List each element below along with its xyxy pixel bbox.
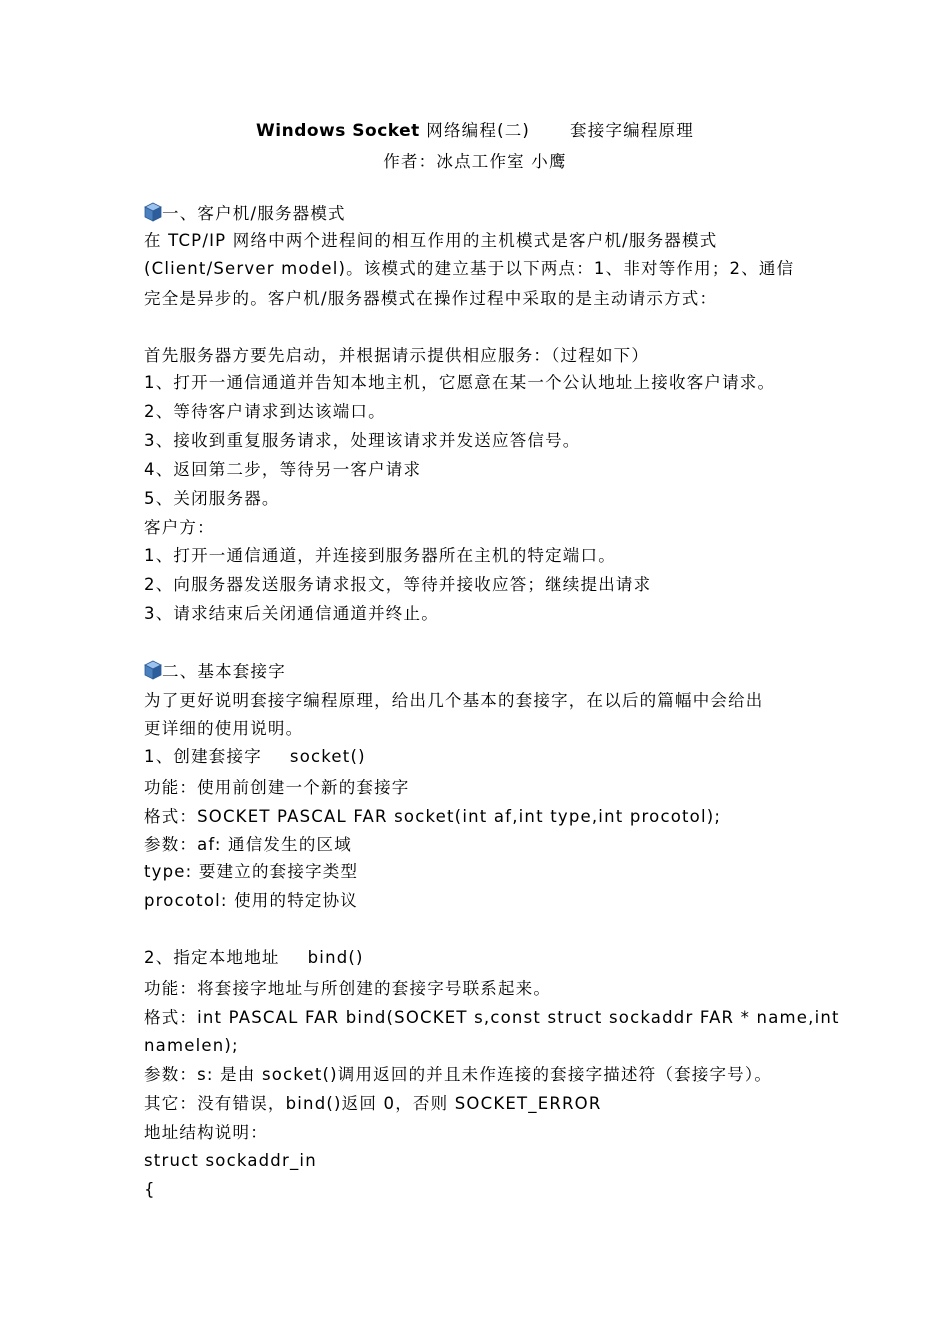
bind-function-desc: 功能：将套接字地址与所创建的套接字号联系起来。 — [144, 979, 552, 998]
section1-intro-line-3: 完全是异步的。客户机/服务器模式在操作过程中采取的是主动请示方式： — [144, 289, 718, 308]
server-step-5: 5、关闭服务器。 — [144, 489, 280, 508]
bind-heading-label: 2、指定本地地址 — [144, 948, 280, 967]
section1-intro-line-2: (Client/Server model)。该模式的建立基于以下两点：1、非对等作用；2、通信 — [144, 259, 795, 278]
title-chinese: 网络编程(二) — [426, 121, 531, 140]
section1-heading — [144, 202, 810, 225]
client-step-1: 1、打开一通信通道，并连接到服务器所在主机的特定端口。 — [144, 546, 616, 565]
section2-heading-text: 二、基本套接字 — [162, 662, 286, 681]
struct-open-brace: { — [144, 1180, 156, 1199]
bind-other: 其它：没有错误，bind()返回 0，否则 SOCKET_ERROR — [144, 1094, 602, 1113]
client-step-3: 3、请求结束后关闭通信通道并终止。 — [144, 604, 439, 623]
server-step-3: 3、接收到重复服务请求，处理该请求并发送应答信号。 — [144, 431, 581, 450]
section2-intro-line-1: 为了更好说明套接字编程原理，给出几个基本的套接字，在以后的篇幅中会给出 — [144, 691, 764, 710]
struct-label: 地址结构说明： — [144, 1123, 268, 1142]
title-english: Windows Socket — [256, 121, 420, 141]
section2-intro-line-2: 更详细的使用说明。 — [144, 719, 304, 738]
author-line: 作者：冰点工作室 小鹰 — [383, 152, 567, 171]
title-topic: 套接字编程原理 — [570, 121, 694, 140]
section1-intro-line-1: 在 TCP/IP 网络中两个进程间的相互作用的主机模式是客户机/服务器模式 — [144, 231, 718, 250]
client-label: 客户方： — [144, 518, 215, 537]
section2-heading — [144, 660, 810, 683]
server-step-4: 4、返回第二步，等待另一客户请求 — [144, 460, 422, 479]
server-intro: 首先服务器方要先启动，并根据请示提供相应服务：（过程如下） — [144, 346, 650, 365]
cube-icon — [144, 660, 162, 680]
server-step-2: 2、等待客户请求到达该端口。 — [144, 402, 386, 421]
socket-heading — [144, 746, 810, 768]
bind-param-s: 参数：s: 是由 socket()调用返回的并且未作连接的套接字描述符（套接字号）。 — [144, 1065, 773, 1084]
socket-format: 格式：SOCKET PASCAL FAR socket(int af,int type,int procotol); — [144, 807, 722, 826]
document-title — [0, 120, 950, 142]
socket-heading-label: 1、创建套接字 — [144, 747, 262, 766]
socket-param-type: type: 要建立的套接字类型 — [144, 862, 359, 881]
bind-heading — [144, 947, 810, 969]
bind-format-line-2: namelen); — [144, 1036, 239, 1055]
bind-format-line-1: 格式：int PASCAL FAR bind(SOCKET s,const struct sockaddr FAR * name,int — [144, 1008, 840, 1027]
bind-heading-function: bind() — [307, 948, 364, 967]
client-step-2: 2、向服务器发送服务请求报文，等待并接收应答；继续提出请求 — [144, 575, 652, 594]
socket-param-af: 参数：af: 通信发生的区域 — [144, 835, 352, 854]
server-step-1: 1、打开一通信通道并告知本地主机，它愿意在某一个公认地址上接收客户请求。 — [144, 373, 776, 392]
socket-heading-function: socket() — [289, 747, 366, 766]
socket-function-desc: 功能：使用前创建一个新的套接字 — [144, 778, 410, 797]
section1-heading-text: 一、客户机/服务器模式 — [162, 204, 346, 223]
struct-declaration: struct sockaddr_in — [144, 1151, 317, 1170]
cube-icon — [144, 202, 162, 222]
socket-param-procotol: procotol: 使用的特定协议 — [144, 891, 359, 910]
